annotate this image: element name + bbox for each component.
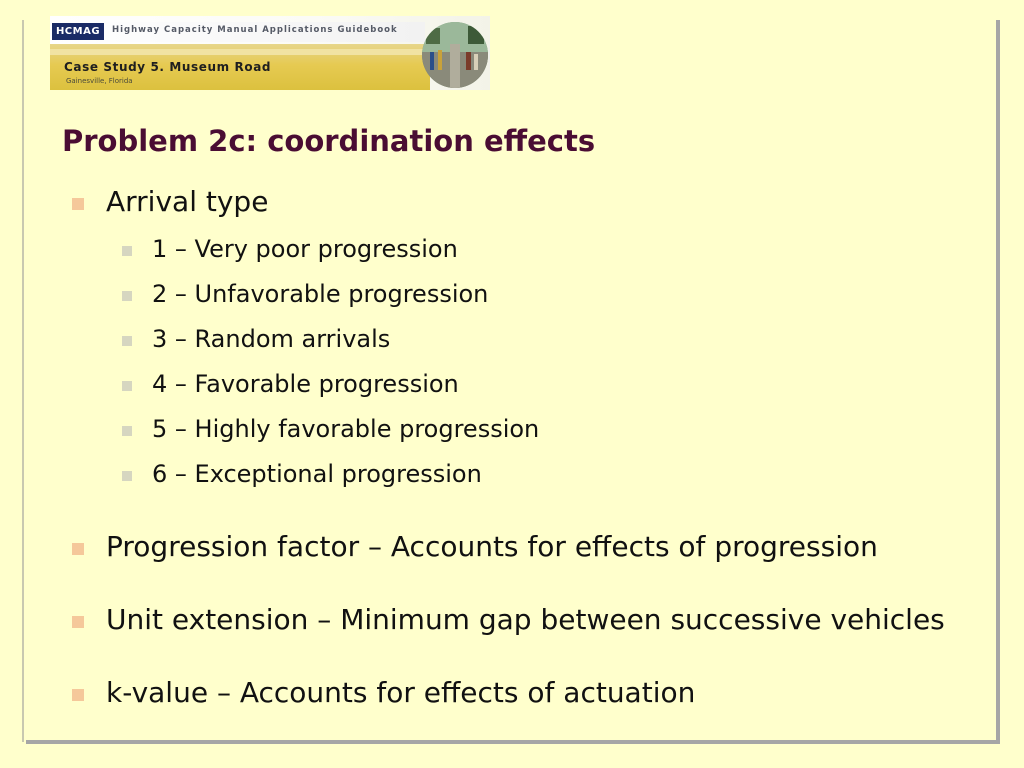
case-study-location: Gainesville, Florida <box>66 77 133 85</box>
bullet-text: Arrival type <box>106 185 269 218</box>
sub-bullet-square-icon <box>122 381 132 391</box>
guidebook-subtitle: Highway Capacity Manual Applications Guidebook <box>112 25 398 35</box>
sub-bullet-square-icon <box>122 336 132 346</box>
sub-bullet-square-icon <box>122 471 132 481</box>
bullet-square-icon <box>72 198 84 210</box>
street-photo-image <box>422 22 488 88</box>
bullet-square-icon <box>72 689 84 701</box>
sub-bullet-text: 5 – Highly favorable progression <box>152 415 540 443</box>
sub-bullet-text: 3 – Random arrivals <box>152 325 391 353</box>
slide-title: Problem 2c: coordination effects <box>62 124 596 158</box>
sub-bullet-square-icon <box>122 246 132 256</box>
sub-bullet-text: 1 – Very poor progression <box>152 235 458 263</box>
bullet-text: Unit extension – Minimum gap between successive vehicles <box>106 603 945 636</box>
slide-frame-right <box>996 20 1000 744</box>
sub-bullet-text: 2 – Unfavorable progression <box>152 280 489 308</box>
bullet-square-icon <box>72 616 84 628</box>
bullet-text: Progression factor – Accounts for effects of progression <box>106 530 878 563</box>
header-banner <box>50 16 490 90</box>
sub-bullet-text: 4 – Favorable progression <box>152 370 459 398</box>
sub-bullet-text: 6 – Exceptional progression <box>152 460 482 488</box>
sub-bullet-square-icon <box>122 426 132 436</box>
slide-frame-bottom <box>26 740 1000 744</box>
bullet-text: k-value – Accounts for effects of actuation <box>106 676 696 709</box>
hcmag-logo: HCMAG <box>52 23 104 40</box>
bullet-square-icon <box>72 543 84 555</box>
banner-band-highlight <box>50 49 430 55</box>
sub-bullet-square-icon <box>122 291 132 301</box>
case-study-title: Case Study 5. Museum Road <box>64 60 272 74</box>
slide-frame-left <box>22 20 24 742</box>
